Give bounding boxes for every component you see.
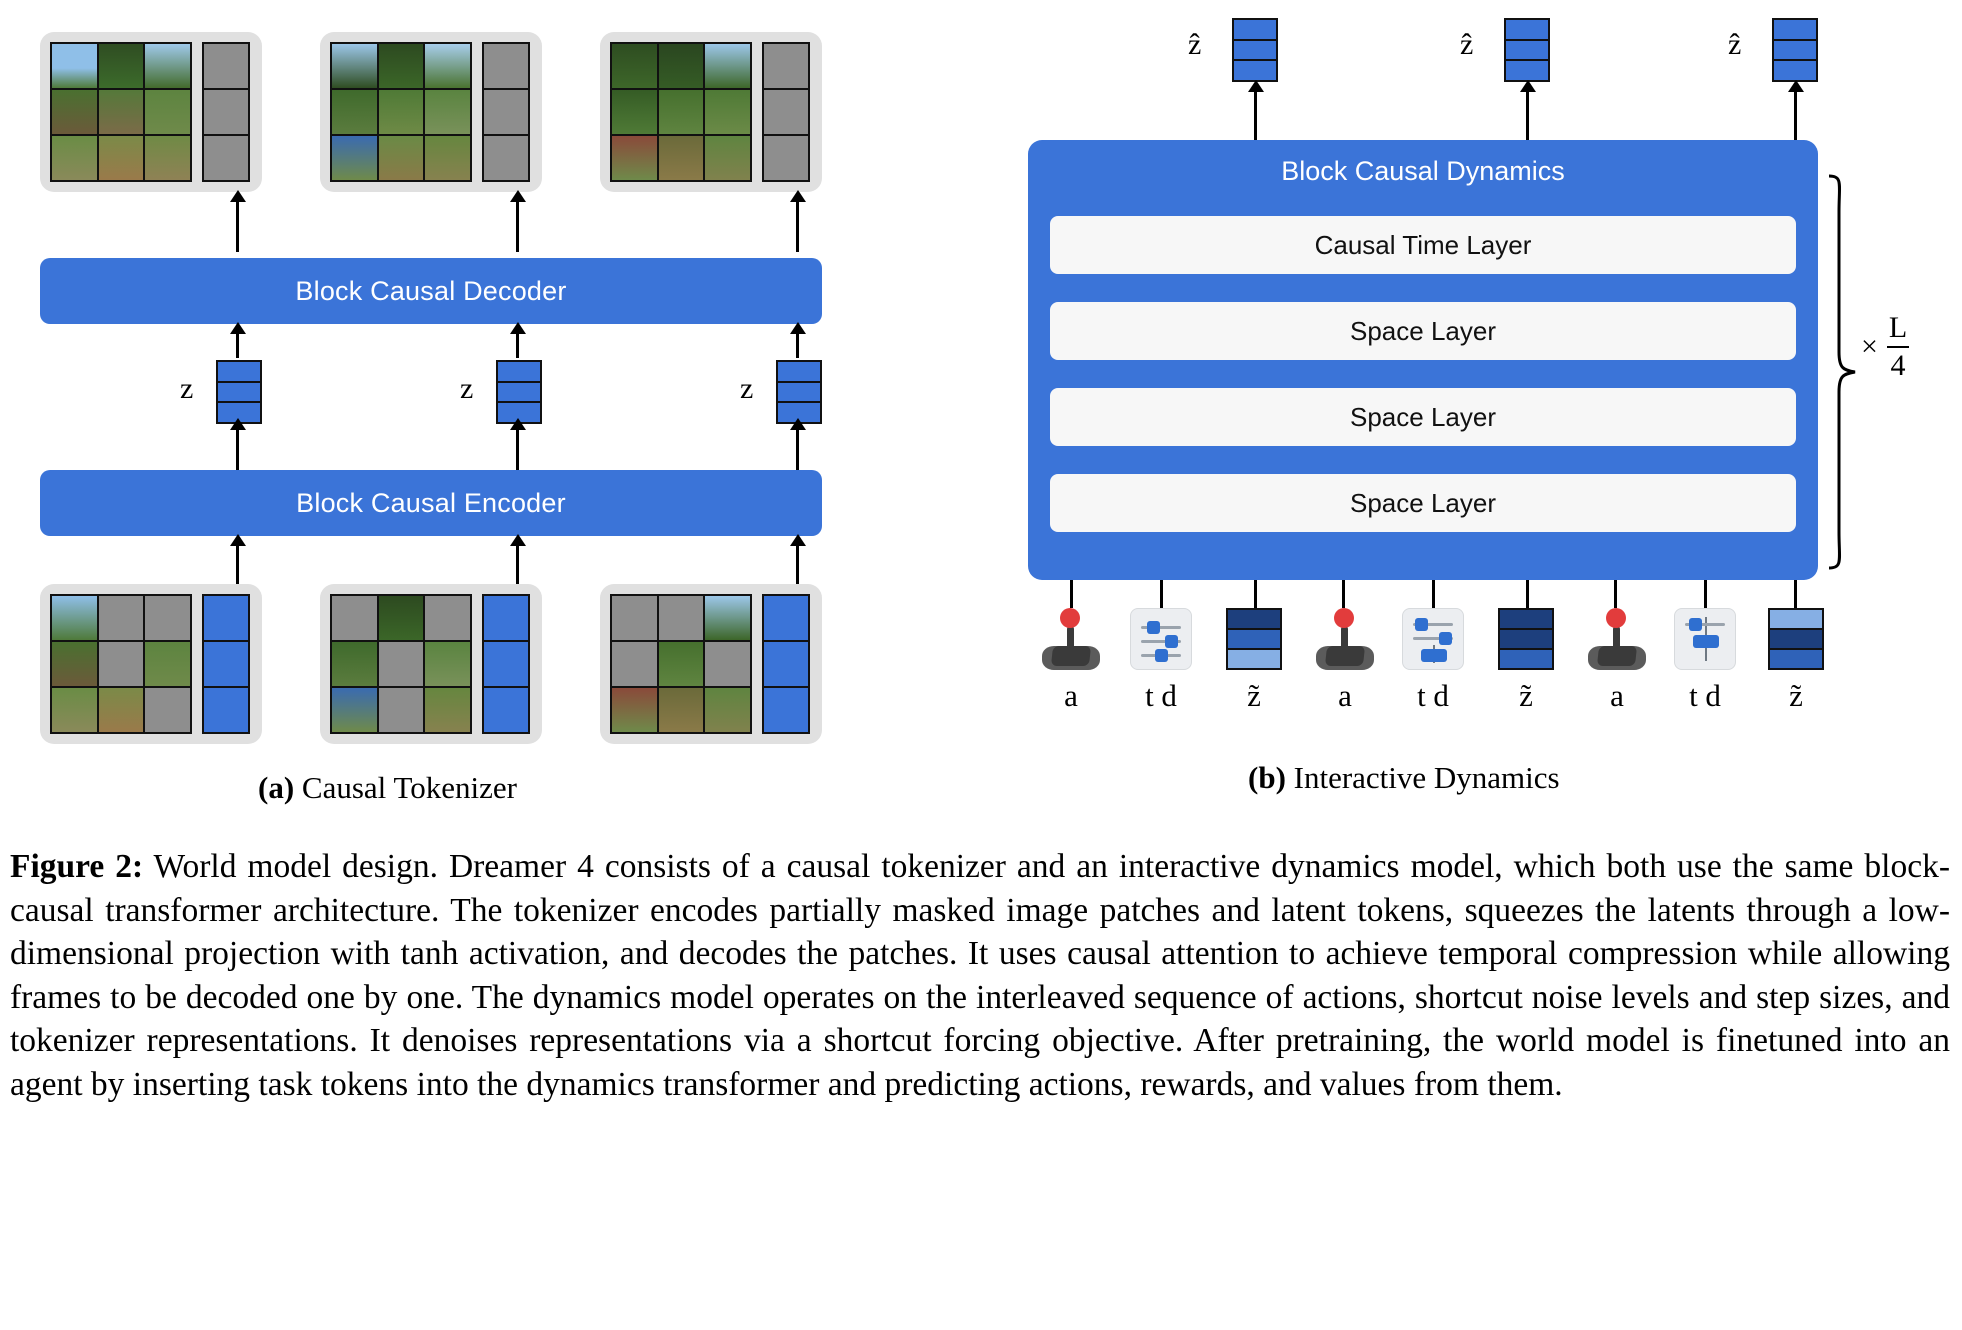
token-cell <box>764 136 808 180</box>
input-connector-4 <box>1342 580 1345 608</box>
token-cell <box>218 383 260 402</box>
slider-knob <box>1421 649 1447 662</box>
arrow-dynamics-to-output-2 <box>1526 90 1529 140</box>
input-connector-1 <box>1070 580 1073 608</box>
token-cell <box>778 383 820 402</box>
joystick-ball <box>1060 608 1080 628</box>
token-cell <box>204 688 248 732</box>
action-input-2 <box>1314 608 1376 670</box>
layer-label: Space Layer <box>1350 401 1496 432</box>
image-patch <box>379 90 424 134</box>
input-label-8: t d <box>1689 678 1721 713</box>
arrow-latent-to-decoder-3 <box>796 332 799 358</box>
masked-patch <box>379 688 424 732</box>
fraction-bar <box>1887 346 1909 348</box>
masked-patch <box>99 596 144 640</box>
masked-patch <box>379 642 424 686</box>
token-cell <box>764 44 808 88</box>
decoder-label: Block Causal Decoder <box>295 275 567 306</box>
arrow-frame-to-encoder-1 <box>236 544 239 586</box>
token-cell <box>1774 41 1816 60</box>
masked-patch <box>659 596 704 640</box>
token-cell <box>1774 20 1816 39</box>
image-patch <box>332 136 377 180</box>
repeat-fraction <box>1887 312 1909 381</box>
token-cell <box>204 596 248 640</box>
latent-token-1 <box>216 360 262 424</box>
joystick-stick <box>1613 626 1620 654</box>
image-patch <box>425 44 470 88</box>
latent-input-1 <box>1226 608 1282 670</box>
subcaption-b <box>1248 760 1560 796</box>
latent-token <box>1226 608 1282 670</box>
noise-step-input-3 <box>1674 608 1736 670</box>
joystick-icon <box>1040 608 1102 670</box>
arrow-encoder-to-latent-2 <box>516 428 519 470</box>
patch-grid <box>50 42 192 182</box>
figure-caption-label: Figure 2: <box>10 848 144 885</box>
input-frame-group-1 <box>40 584 262 744</box>
image-patch <box>52 90 97 134</box>
arrow-dynamics-to-output-1 <box>1254 90 1257 140</box>
token-cell <box>1228 630 1280 648</box>
arrow-encoder-to-latent-3 <box>796 428 799 470</box>
layer-space-2 <box>1050 388 1796 446</box>
image-patch <box>659 90 704 134</box>
token-cell <box>1234 41 1276 60</box>
token-cell <box>1228 650 1280 668</box>
masked-patch <box>332 596 377 640</box>
image-patch <box>99 688 144 732</box>
image-patch <box>705 136 750 180</box>
token-cell <box>218 362 260 381</box>
token-column <box>762 42 810 182</box>
latent-input-3 <box>1768 608 1824 670</box>
arrow-latent-to-decoder-2 <box>516 332 519 358</box>
noise-step-input-1 <box>1130 608 1192 670</box>
joystick-stick <box>1341 626 1348 654</box>
arrow-frame-to-encoder-3 <box>796 544 799 586</box>
token-cell <box>1500 650 1552 668</box>
token-cell <box>204 90 248 134</box>
image-patch <box>659 688 704 732</box>
arrow-latent-to-decoder-1 <box>236 332 239 358</box>
token-cell <box>1774 61 1816 80</box>
slider-knob <box>1439 632 1452 645</box>
input-connector-5 <box>1432 580 1435 608</box>
token-cell <box>1234 61 1276 80</box>
token-column <box>202 594 250 734</box>
image-patch <box>145 44 190 88</box>
image-patch <box>145 642 190 686</box>
slider-knob <box>1415 618 1428 631</box>
slider-knob <box>1693 635 1719 648</box>
token-cell <box>764 688 808 732</box>
image-patch <box>379 136 424 180</box>
output-token-2 <box>1504 18 1550 82</box>
joystick-stick <box>1067 626 1074 654</box>
input-label-4: a <box>1338 678 1352 713</box>
latent-token-2 <box>496 360 542 424</box>
subcaption-a <box>258 770 517 806</box>
image-patch <box>379 596 424 640</box>
token-cell <box>778 362 820 381</box>
masked-patch <box>612 642 657 686</box>
output-label-3: ẑ <box>1728 28 1742 61</box>
input-connector-6 <box>1526 580 1529 608</box>
input-label-7: a <box>1610 678 1624 713</box>
image-patch <box>52 642 97 686</box>
latent-label-3: z <box>740 372 754 405</box>
input-frame-group-3 <box>600 584 822 744</box>
fraction-denominator: 4 <box>1890 348 1906 382</box>
patch-grid <box>610 42 752 182</box>
input-label-1: a <box>1064 678 1078 713</box>
token-column <box>202 42 250 182</box>
layer-label: Causal Time Layer <box>1314 229 1532 260</box>
image-patch <box>99 136 144 180</box>
token-cell <box>484 688 528 732</box>
token-column <box>482 42 530 182</box>
subcaption-a-text: Causal Tokenizer <box>301 770 517 805</box>
block-causal-decoder <box>40 258 822 324</box>
image-patch <box>659 136 704 180</box>
masked-patch <box>612 596 657 640</box>
masked-patch <box>99 642 144 686</box>
image-patch <box>379 44 424 88</box>
image-patch <box>425 136 470 180</box>
image-patch <box>425 688 470 732</box>
repeat-brace <box>1825 172 1935 572</box>
fraction-numerator: L <box>1888 311 1908 344</box>
joystick-ball <box>1606 608 1626 628</box>
latent-token <box>1498 608 1554 670</box>
image-patch <box>705 596 750 640</box>
input-frame-group-2 <box>320 584 542 744</box>
decoded-frame-group-3 <box>600 32 822 192</box>
image-patch <box>612 90 657 134</box>
masked-patch <box>705 642 750 686</box>
token-cell <box>484 90 528 134</box>
slider-icon <box>1402 608 1464 670</box>
input-connector-9 <box>1794 580 1797 608</box>
latent-input-2 <box>1498 608 1554 670</box>
arrow-decoder-to-frame-3 <box>796 200 799 252</box>
output-token-1 <box>1232 18 1278 82</box>
token-cell <box>204 136 248 180</box>
slider-knob <box>1689 618 1702 631</box>
image-patch <box>705 90 750 134</box>
image-patch <box>332 90 377 134</box>
brace-icon <box>1825 172 1865 572</box>
token-column <box>762 594 810 734</box>
token-cell <box>498 362 540 381</box>
token-cell <box>1228 610 1280 628</box>
arrow-encoder-to-latent-1 <box>236 428 239 470</box>
image-patch <box>705 44 750 88</box>
image-patch <box>659 642 704 686</box>
input-connector-3 <box>1254 580 1257 608</box>
input-label-2: t d <box>1145 678 1177 713</box>
image-patch <box>145 136 190 180</box>
token-cell <box>484 136 528 180</box>
slider-knob <box>1147 621 1160 634</box>
latent-token <box>1768 608 1824 670</box>
panel-causal-tokenizer <box>28 10 848 805</box>
subcaption-a-tag: (a) <box>258 770 295 805</box>
token-cell <box>764 642 808 686</box>
dynamics-title: Block Causal Dynamics <box>1281 156 1565 186</box>
layer-label: Space Layer <box>1350 487 1496 518</box>
image-patch <box>52 596 97 640</box>
patch-grid <box>330 594 472 734</box>
token-cell <box>204 44 248 88</box>
block-causal-encoder <box>40 470 822 536</box>
input-label-6: z̃ <box>1519 678 1533 713</box>
slider-knob <box>1155 649 1168 662</box>
input-connector-2 <box>1160 580 1163 608</box>
output-token-3 <box>1772 18 1818 82</box>
token-cell <box>1770 630 1822 648</box>
input-label-9: z̃ <box>1789 678 1803 713</box>
token-cell <box>764 90 808 134</box>
output-label-1: ẑ <box>1188 28 1202 61</box>
panel-interactive-dynamics <box>1020 0 1940 795</box>
joystick-icon <box>1586 608 1648 670</box>
layer-label: Space Layer <box>1350 315 1496 346</box>
figure-caption <box>10 845 1950 1106</box>
block-causal-dynamics-box <box>1028 140 1818 580</box>
image-patch <box>52 136 97 180</box>
token-cell <box>484 44 528 88</box>
token-cell <box>1506 61 1548 80</box>
subcaption-b-tag: (b) <box>1248 760 1286 795</box>
patch-grid <box>330 42 472 182</box>
arrow-decoder-to-frame-2 <box>516 200 519 252</box>
latent-label-1: z <box>180 372 194 405</box>
repeat-multiplier: × <box>1861 330 1878 363</box>
image-patch <box>425 642 470 686</box>
image-patch <box>612 136 657 180</box>
image-patch <box>332 44 377 88</box>
masked-patch <box>425 596 470 640</box>
patch-grid <box>50 594 192 734</box>
output-label-2: ẑ <box>1460 28 1474 61</box>
token-cell <box>1506 20 1548 39</box>
action-input-1 <box>1040 608 1102 670</box>
token-cell <box>498 383 540 402</box>
arrow-decoder-to-frame-1 <box>236 200 239 252</box>
figure-caption-text: World model design. Dreamer 4 consists of a causal tokenizer and an interactive dynamics model, which both use the same block-causal transformer architecture. The tokenizer encodes partially masked image patches and latent tokens, squeezes the latents through a low-dimensional projection with tanh activation, and decodes the patches. It uses causal attention to achieve temporal compression while allowing frames to be decoded one by one. The dynamics model operates on the interleaved sequence of actions, shortcut noise levels and step sizes, and tokenizer representations. It denoises representations via a shortcut forcing objective. After pretraining, the world model is finetuned into an agent by inserting task tokens into the dynamics transformer and predicting actions, rewards, and values from them. <box>10 848 1950 1103</box>
patch-grid <box>610 594 752 734</box>
latent-token-3 <box>776 360 822 424</box>
input-connector-7 <box>1614 580 1617 608</box>
image-patch <box>612 44 657 88</box>
subcaption-b-text: Interactive Dynamics <box>1293 760 1560 795</box>
slider-icon <box>1130 608 1192 670</box>
image-patch <box>659 44 704 88</box>
decoded-frame-group-2 <box>320 32 542 192</box>
image-patch <box>705 688 750 732</box>
token-cell <box>1500 630 1552 648</box>
image-patch <box>99 90 144 134</box>
joystick-icon <box>1314 608 1376 670</box>
image-patch <box>612 688 657 732</box>
masked-patch <box>145 596 190 640</box>
token-cell <box>484 596 528 640</box>
token-cell <box>764 596 808 640</box>
token-cell <box>1234 20 1276 39</box>
arrow-frame-to-encoder-2 <box>516 544 519 586</box>
image-patch <box>332 688 377 732</box>
masked-patch <box>145 688 190 732</box>
image-patch <box>425 90 470 134</box>
layer-space-1 <box>1050 302 1796 360</box>
noise-step-input-2 <box>1402 608 1464 670</box>
image-patch <box>52 44 97 88</box>
token-cell <box>1500 610 1552 628</box>
latent-label-2: z <box>460 372 474 405</box>
arrow-dynamics-to-output-3 <box>1794 90 1797 140</box>
encoder-label: Block Causal Encoder <box>296 487 566 518</box>
input-label-5: t d <box>1417 678 1449 713</box>
token-cell <box>1770 650 1822 668</box>
image-patch <box>99 44 144 88</box>
decoded-frame-group-1 <box>40 32 262 192</box>
image-patch <box>145 90 190 134</box>
image-patch <box>52 688 97 732</box>
input-connector-8 <box>1704 580 1707 608</box>
token-column <box>482 594 530 734</box>
token-cell <box>484 642 528 686</box>
token-cell <box>1506 41 1548 60</box>
image-patch <box>332 642 377 686</box>
input-label-3: z̃ <box>1247 678 1261 713</box>
layer-causal-time <box>1050 216 1796 274</box>
token-cell <box>1770 610 1822 628</box>
action-input-3 <box>1586 608 1648 670</box>
token-cell <box>204 642 248 686</box>
layer-space-3 <box>1050 474 1796 532</box>
joystick-ball <box>1334 608 1354 628</box>
slider-icon <box>1674 608 1736 670</box>
slider-knob <box>1165 635 1178 648</box>
